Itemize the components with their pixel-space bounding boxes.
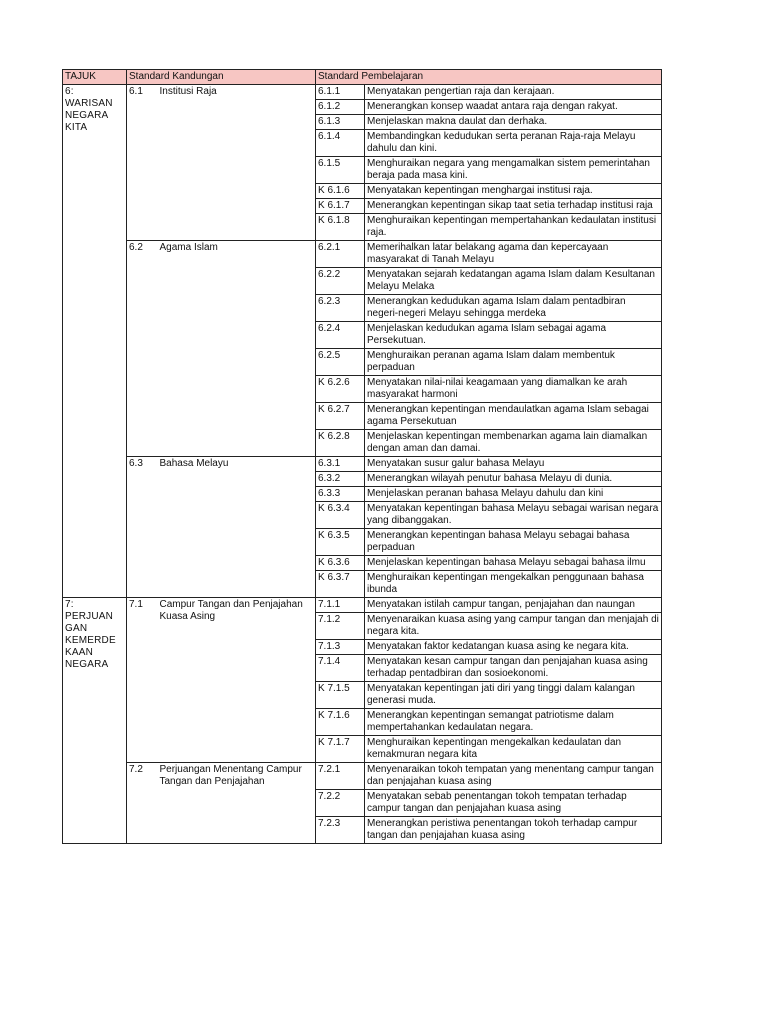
standard-pembelajaran-text: Menyenaraikan tokoh tempatan yang menentang campur tangan dan penjajahan kuasa asing bbox=[365, 763, 662, 790]
standard-pembelajaran-text: Menyatakan faktor kedatangan kuasa asing ke negara kita. bbox=[365, 640, 662, 655]
standard-kandungan-code: 6.2 bbox=[127, 241, 158, 457]
standard-pembelajaran-text: Menjelaskan kedudukan agama Islam sebagai agama Persekutuan. bbox=[365, 322, 662, 349]
standard-pembelajaran-text: Menyatakan susur galur bahasa Melayu bbox=[365, 457, 662, 472]
standard-pembelajaran-text: Menjelaskan kepentingan bahasa Melayu sebagai bahasa ilmu bbox=[365, 556, 662, 571]
standard-pembelajaran-text: Memerihalkan latar belakang agama dan kepercayaan masyarakat di Tanah Melayu bbox=[365, 241, 662, 268]
standard-kandungan-title: Bahasa Melayu bbox=[158, 457, 316, 598]
standard-pembelajaran-code: 6.1.5 bbox=[316, 157, 365, 184]
standard-pembelajaran-code: K 6.2.8 bbox=[316, 430, 365, 457]
header-tajuk: TAJUK bbox=[63, 70, 127, 85]
standard-pembelajaran-text: Menghuraikan kepentingan mempertahankan kedaulatan institusi raja. bbox=[365, 214, 662, 241]
standard-pembelajaran-code: 6.1.2 bbox=[316, 100, 365, 115]
standard-pembelajaran-text: Menerangkan kepentingan bahasa Melayu sebagai bahasa perpaduan bbox=[365, 529, 662, 556]
standard-pembelajaran-code: 6.1.4 bbox=[316, 130, 365, 157]
standard-pembelajaran-code: 6.2.3 bbox=[316, 295, 365, 322]
standard-kandungan-code: 7.1 bbox=[127, 598, 158, 763]
standard-pembelajaran-code: K 6.3.6 bbox=[316, 556, 365, 571]
standard-pembelajaran-text: Menerangkan kepentingan mendaulatkan agama Islam sebagai agama Persekutuan bbox=[365, 403, 662, 430]
standard-kandungan-title: Agama Islam bbox=[158, 241, 316, 457]
standard-pembelajaran-code: 6.3.3 bbox=[316, 487, 365, 502]
standard-kandungan-code: 6.3 bbox=[127, 457, 158, 598]
standard-pembelajaran-code: K 6.3.5 bbox=[316, 529, 365, 556]
standard-pembelajaran-code: K 6.2.7 bbox=[316, 403, 365, 430]
table-body bbox=[63, 85, 662, 844]
standard-pembelajaran-code: 7.1.1 bbox=[316, 598, 365, 613]
standard-pembelajaran-text: Menghuraikan peranan agama Islam dalam membentuk perpaduan bbox=[365, 349, 662, 376]
standard-pembelajaran-code: 6.3.2 bbox=[316, 472, 365, 487]
standard-pembelajaran-code: 6.2.1 bbox=[316, 241, 365, 268]
standard-pembelajaran-text: Membandingkan kedudukan serta peranan Raja-raja Melayu dahulu dan kini. bbox=[365, 130, 662, 157]
table-row bbox=[63, 241, 662, 268]
standard-pembelajaran-code: K 6.1.6 bbox=[316, 184, 365, 199]
table-row bbox=[63, 457, 662, 472]
standard-pembelajaran-text: Menyatakan kepentingan jati diri yang tinggi dalam kalangan generasi muda. bbox=[365, 682, 662, 709]
standard-pembelajaran-code: K 6.1.8 bbox=[316, 214, 365, 241]
standard-kandungan-title: Perjuangan Menentang Campur Tangan dan Penjajahan bbox=[158, 763, 316, 844]
standard-pembelajaran-code: 6.1.3 bbox=[316, 115, 365, 130]
standard-pembelajaran-code: 7.1.3 bbox=[316, 640, 365, 655]
standard-kandungan-title: Institusi Raja bbox=[158, 85, 316, 241]
table-row bbox=[63, 763, 662, 790]
standard-pembelajaran-text: Menyenaraikan kuasa asing yang campur tangan dan menjajah di negara kita. bbox=[365, 613, 662, 640]
standard-pembelajaran-text: Menghuraikan kepentingan mengekalkan kedaulatan dan kemakmuran negara kita bbox=[365, 736, 662, 763]
standard-kandungan-code: 7.2 bbox=[127, 763, 158, 844]
standard-pembelajaran-text: Menyatakan sebab penentangan tokoh tempatan terhadap campur tangan dan penjajahan kuasa asing bbox=[365, 790, 662, 817]
standard-pembelajaran-text: Menghuraikan kepentingan mengekalkan penggunaan bahasa ibunda bbox=[365, 571, 662, 598]
standard-pembelajaran-code: 7.2.3 bbox=[316, 817, 365, 844]
standard-pembelajaran-code: K 7.1.7 bbox=[316, 736, 365, 763]
standard-pembelajaran-text: Menerangkan wilayah penutur bahasa Melayu di dunia. bbox=[365, 472, 662, 487]
standard-pembelajaran-code: K 6.3.4 bbox=[316, 502, 365, 529]
standard-pembelajaran-text: Menerangkan peristiwa penentangan tokoh terhadap campur tangan dan penjajahan kuasa asing bbox=[365, 817, 662, 844]
standard-pembelajaran-code: K 6.2.6 bbox=[316, 376, 365, 403]
standard-pembelajaran-text: Menjelaskan kepentingan membenarkan agama lain diamalkan dengan aman dan damai. bbox=[365, 430, 662, 457]
standard-pembelajaran-text: Menghuraikan negara yang mengamalkan sistem pemerintahan beraja pada masa kini. bbox=[365, 157, 662, 184]
standard-kandungan-title: Campur Tangan dan Penjajahan Kuasa Asing bbox=[158, 598, 316, 763]
standard-pembelajaran-code: 7.1.2 bbox=[316, 613, 365, 640]
standard-pembelajaran-text: Menyatakan pengertian raja dan kerajaan. bbox=[365, 85, 662, 100]
header-standard-pembelajaran: Standard Pembelajaran bbox=[316, 70, 662, 85]
standard-pembelajaran-text: Menyatakan istilah campur tangan, penjajahan dan naungan bbox=[365, 598, 662, 613]
header-standard-kandungan: Standard Kandungan bbox=[127, 70, 316, 85]
table-row bbox=[63, 85, 662, 100]
standard-pembelajaran-code: 6.2.5 bbox=[316, 349, 365, 376]
standard-pembelajaran-code: K 6.1.7 bbox=[316, 199, 365, 214]
topic-cell: 7: PERJUAN GAN KEMERDE KAAN NEGARA bbox=[63, 598, 127, 844]
standard-pembelajaran-code: 7.2.2 bbox=[316, 790, 365, 817]
standard-pembelajaran-text: Menjelaskan makna daulat dan derhaka. bbox=[365, 115, 662, 130]
standard-pembelajaran-code: 6.3.1 bbox=[316, 457, 365, 472]
standard-pembelajaran-text: Menyatakan kepentingan bahasa Melayu sebagai warisan negara yang dibanggakan. bbox=[365, 502, 662, 529]
page-cut bbox=[62, 952, 661, 956]
standard-pembelajaran-code: 6.1.1 bbox=[316, 85, 365, 100]
standard-pembelajaran-code: 7.2.1 bbox=[316, 763, 365, 790]
header-row bbox=[63, 70, 662, 85]
syllabus-table bbox=[62, 69, 662, 844]
table-row bbox=[63, 598, 662, 613]
standard-pembelajaran-code: 6.2.4 bbox=[316, 322, 365, 349]
standard-pembelajaran-text: Menyatakan nilai-nilai keagamaan yang diamalkan ke arah masyarakat harmoni bbox=[365, 376, 662, 403]
standard-pembelajaran-text: Menjelaskan peranan bahasa Melayu dahulu dan kini bbox=[365, 487, 662, 502]
standard-pembelajaran-code: K 7.1.6 bbox=[316, 709, 365, 736]
topic-cell: 6: WARISAN NEGARA KITA bbox=[63, 85, 127, 598]
standard-kandungan-code: 6.1 bbox=[127, 85, 158, 241]
standard-pembelajaran-code: 7.1.4 bbox=[316, 655, 365, 682]
standard-pembelajaran-code: K 7.1.5 bbox=[316, 682, 365, 709]
standard-pembelajaran-text: Menerangkan kepentingan semangat patriotisme dalam mempertahankan kedaulatan negara. bbox=[365, 709, 662, 736]
standard-pembelajaran-text: Menerangkan kepentingan sikap taat setia terhadap institusi raja bbox=[365, 199, 662, 214]
standard-pembelajaran-text: Menyatakan sejarah kedatangan agama Islam dalam Kesultanan Melayu Melaka bbox=[365, 268, 662, 295]
standard-pembelajaran-text: Menerangkan konsep waadat antara raja dengan rakyat. bbox=[365, 100, 662, 115]
standard-pembelajaran-text: Menyatakan kesan campur tangan dan penjajahan kuasa asing terhadap pentadbiran dan sosioekonomi. bbox=[365, 655, 662, 682]
standard-pembelajaran-code: K 6.3.7 bbox=[316, 571, 365, 598]
standard-pembelajaran-text: Menyatakan kepentingan menghargai institusi raja. bbox=[365, 184, 662, 199]
standard-pembelajaran-code: 6.2.2 bbox=[316, 268, 365, 295]
standard-pembelajaran-text: Menerangkan kedudukan agama Islam dalam pentadbiran negeri-negeri Melayu sehingga merdeka bbox=[365, 295, 662, 322]
